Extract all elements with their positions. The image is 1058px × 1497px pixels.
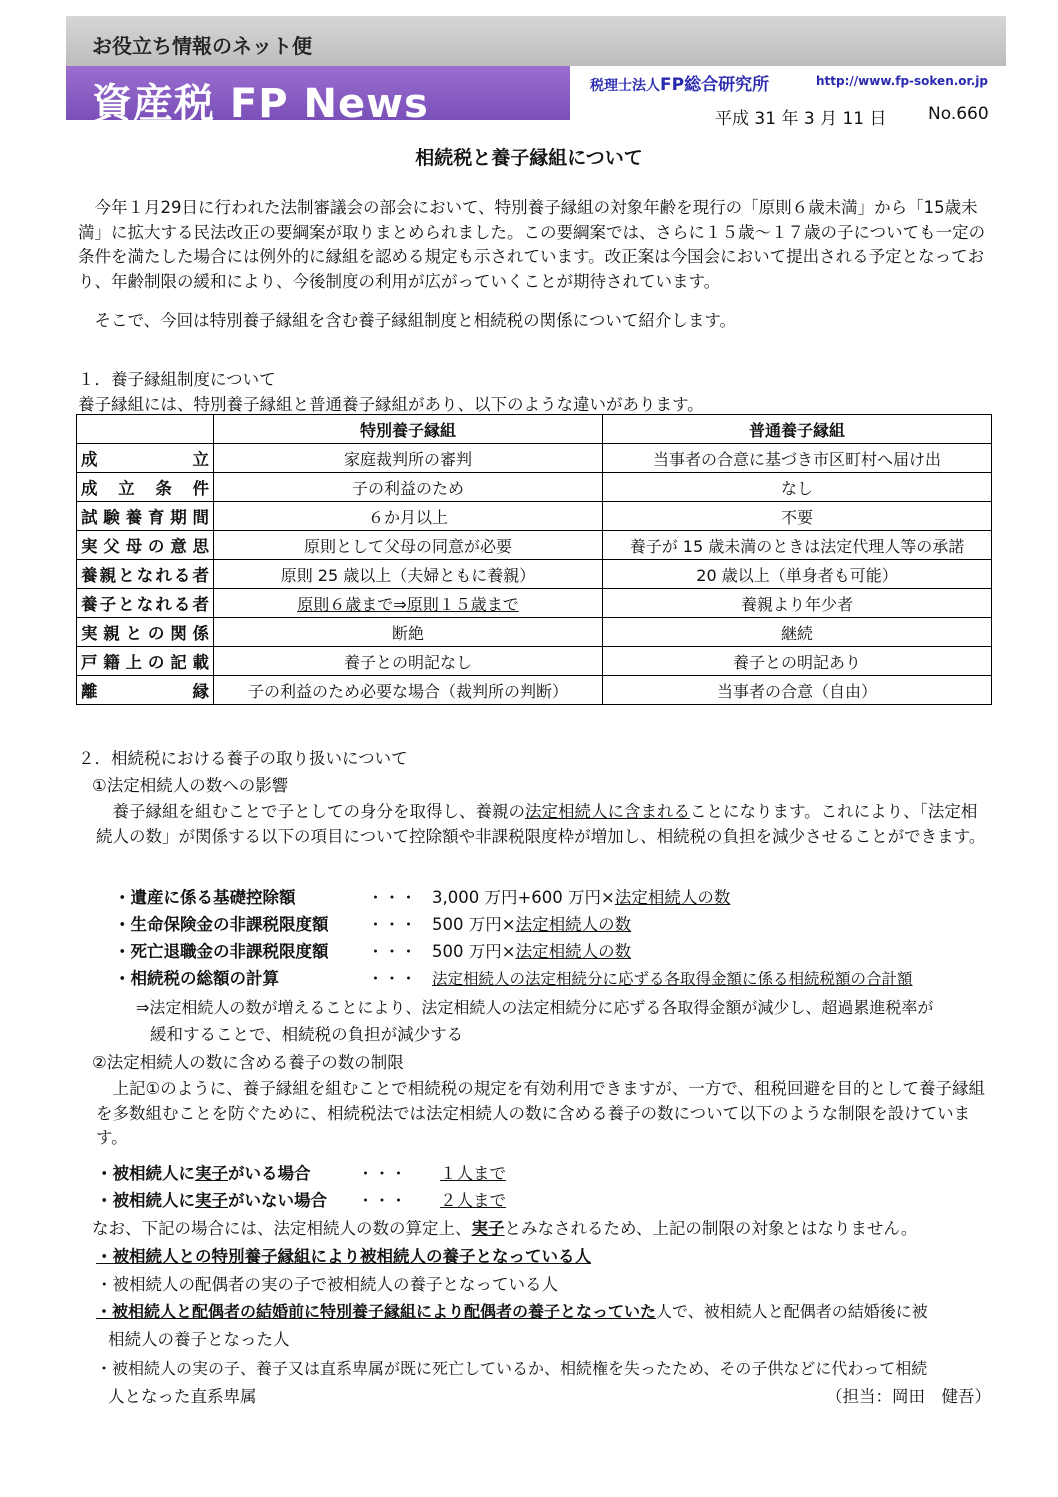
subsection1-text-emphasis: 法定相続人に含まれる <box>525 802 690 821</box>
subsection2-heading: ②法定相続人の数に含める養子の数の制限 <box>92 1053 404 1072</box>
arrow-note-line2: 緩和することで、相続税の負担が減少する <box>150 1025 464 1044</box>
firm-prefix: 税理士法人 <box>590 78 660 94</box>
exception-note-emphasis: 実子 <box>471 1219 505 1238</box>
author-credit: （担当：岡田 健吾） <box>826 1387 991 1406</box>
table-row <box>77 589 992 618</box>
cell-special: 断絶 <box>214 618 603 647</box>
arrow-note-line1: ⇒法定相続人の数が増えることにより、法定相続人の法定相続分に応ずる各取得金額が減少し、超過累進税率が <box>136 998 934 1017</box>
list-item <box>114 965 913 989</box>
exception-case-1: ・被相続人との特別養子縁組により被相続人の養子となっている人 <box>96 1247 591 1266</box>
exception-case-3-emphasis: ・被相続人と配偶者の結婚前に特別養子縁組により配偶者の養子となっていた <box>96 1302 657 1321</box>
table-row <box>77 618 992 647</box>
limit-text-emphasis: 実子 <box>195 1191 228 1210</box>
item-dots: ・・・ <box>367 969 417 988</box>
subsection2-text: 上記①のように、養子縁組を組むことで相続税の規定を有効利用できますが、一方で、租税回避を目的として養子縁組を多数組むことを防ぐために、相続税法では法定相続人の数に含める養子の数について以下のような制限を設けています。 <box>96 1079 985 1147</box>
cell-special: 原則として父母の同意が必要 <box>214 531 603 560</box>
table-corner-cell <box>77 415 214 444</box>
cell-normal: 養子との明記あり <box>603 647 992 676</box>
exception-case-3-rest: 人で、被相続人と配偶者の結婚後に被 <box>656 1302 928 1321</box>
row-label: 成立条件 <box>77 473 214 502</box>
newsletter-title: 資産税 FP News <box>92 81 429 127</box>
item-formula: 500 万円× <box>432 942 516 961</box>
table-row <box>77 473 992 502</box>
cell-normal: なし <box>603 473 992 502</box>
cell-special: ６か月以上 <box>214 502 603 531</box>
table-row <box>77 502 992 531</box>
exception-note <box>92 1215 917 1239</box>
intro-paragraph-1: 今年１月29日に行われた法制審議会の部会において、特別養子縁組の対象年齢を現行の「原則６歳未満」から「15歳未満」に拡大する民法改正の要綱案が取りまとめられました。この要綱案では、さらに１５歳～１７歳の子についても一定の条件を満たした場合には例外的に縁組を認める規定も示されています。改正案は今国会において提出される予定となっており、年齢制限の緩和により、今後制度の利用が広がっていくことが期待されています。 <box>78 198 986 291</box>
firm-main-name: FP総合研究所 <box>660 75 770 95</box>
list-item <box>114 911 631 935</box>
cell-normal: 養親より年少者 <box>603 589 992 618</box>
row-label: 養親となれる者 <box>77 560 214 589</box>
item-name: ・遺産に係る基礎控除額 <box>114 888 296 907</box>
column-header-special: 特別養子縁組 <box>214 415 603 444</box>
row-label: 戸籍上の記載 <box>77 647 214 676</box>
issue-number: No.660 <box>928 104 989 124</box>
cell-normal: 継続 <box>603 618 992 647</box>
cell-normal: 20 歳以上（単身者も可能） <box>603 560 992 589</box>
exception-case-2: ・被相続人の配偶者の実の子で被相続人の養子となっている人 <box>96 1275 558 1294</box>
table-row <box>77 647 992 676</box>
subsection1-text <box>96 800 990 849</box>
item-name: ・生命保険金の非課税限度額 <box>114 915 329 934</box>
cell-normal: 当事者の合意（自由） <box>603 676 992 705</box>
item-formula: 3,000 万円+600 万円× <box>432 888 615 907</box>
column-header-normal: 普通養子縁組 <box>603 415 992 444</box>
limit-item <box>96 1187 506 1211</box>
cell-special: 子の利益のため必要な場合（裁判所の判断） <box>214 676 603 705</box>
section1-heading: １．養子縁組制度について <box>78 370 276 389</box>
firm-url-link[interactable]: http://www.fp-soken.or.jp <box>816 74 989 88</box>
limit-item <box>96 1160 506 1184</box>
cell-normal: 不要 <box>603 502 992 531</box>
cell-special: 家庭裁判所の審判 <box>214 444 603 473</box>
table-row <box>77 531 992 560</box>
subsection1-text-a: 養子縁組を組むことで子としての身分を取得し、養親の <box>112 802 525 821</box>
subsection1-heading: ①法定相続人の数への影響 <box>92 776 289 795</box>
section1-lead: 養子縁組には、特別養子縁組と普通養子縁組があり、以下のような違いがあります。 <box>78 395 704 414</box>
comparison-table <box>76 414 992 705</box>
cell-special: 子の利益のため <box>214 473 603 502</box>
row-label: 養子となれる者 <box>77 589 214 618</box>
item-dots: ・・・ <box>367 915 417 934</box>
subsection1-text-b: ことになります。これにより、「法定相続人の数」が関係する以下の項目について控除額や非課税限度枠が増加し、相続税の負担を減少させることができます。 <box>96 802 986 846</box>
cell-special: 原則 25 歳以上（夫婦ともに養親） <box>214 560 603 589</box>
newsletter-subtitle: お役立ち情報のネット便 <box>92 34 312 58</box>
table-header-row <box>77 415 992 444</box>
item-formula-underlined: 法定相続人の数 <box>614 888 731 907</box>
intro-paragraph-2: そこで、今回は特別養子縁組を含む養子縁組制度と相続税の関係について紹介します。 <box>94 311 737 330</box>
item-name: ・死亡退職金の非課税限度額 <box>114 942 329 961</box>
item-formula-underlined: 法定相続人の数 <box>515 942 632 961</box>
cell-special: 養子との明記なし <box>214 647 603 676</box>
item-dots: ・・・ <box>367 942 417 961</box>
row-label: 実父母の意思 <box>77 531 214 560</box>
section2-heading: ２．相続税における養子の取り扱いについて <box>78 749 408 768</box>
item-name: ・相続税の総額の計算 <box>114 969 279 988</box>
item-dots: ・・・ <box>367 888 417 907</box>
table-row <box>77 560 992 589</box>
limit-text-post: がいない場合 <box>228 1191 327 1210</box>
list-item <box>114 938 631 962</box>
table-row <box>77 676 992 705</box>
limit-text-post: がいる場合 <box>228 1164 311 1183</box>
cell-special-highlight: 原則６歳まで⇒原則１５歳まで <box>214 589 603 618</box>
exception-case-3-cont: 相続人の養子となった人 <box>108 1330 290 1349</box>
exception-note-b: とみなされるため、上記の制限の対象とはなりません。 <box>504 1219 918 1238</box>
limit-text-pre: ・被相続人に <box>96 1164 195 1183</box>
issue-date: 平成 31 年 3 月 11 日 <box>715 109 887 129</box>
row-label: 成 立 <box>77 444 214 473</box>
limit-value: ２人まで <box>440 1191 506 1210</box>
limit-text-emphasis: 実子 <box>195 1164 228 1183</box>
exception-note-a: なお、下記の場合には、法定相続人の数の算定上、 <box>92 1219 472 1238</box>
cell-normal: 養子が 15 歳未満のときは法定代理人等の承諾 <box>603 531 992 560</box>
row-label: 試験養育期間 <box>77 502 214 531</box>
exception-case-4-cont: 人となった直系卑属 <box>108 1387 257 1406</box>
limit-dots: ・・・ <box>357 1164 407 1183</box>
exception-case-4: ・被相続人の実の子、養子又は直系卑属が既に死亡しているか、相続権を失ったため、その子供などに代わって相続 <box>96 1359 928 1378</box>
exception-case-3 <box>96 1299 928 1322</box>
document-title: 相続税と養子縁組について <box>415 147 643 169</box>
item-formula: 500 万円× <box>432 915 516 934</box>
row-label: 離 縁 <box>77 676 214 705</box>
item-formula-underlined: 法定相続人の数 <box>515 915 632 934</box>
table-row <box>77 444 992 473</box>
item-formula-underlined: 法定相続人の法定相続分に応ずる各取得金額に係る相続税額の合計額 <box>432 970 913 988</box>
list-item <box>114 884 730 908</box>
firm-name <box>590 70 769 95</box>
limit-text-pre: ・被相続人に <box>96 1191 195 1210</box>
limit-value: １人まで <box>440 1164 506 1183</box>
limit-dots: ・・・ <box>357 1191 407 1210</box>
row-label: 実親との関係 <box>77 618 214 647</box>
cell-normal: 当事者の合意に基づき市区町村へ届け出 <box>603 444 992 473</box>
